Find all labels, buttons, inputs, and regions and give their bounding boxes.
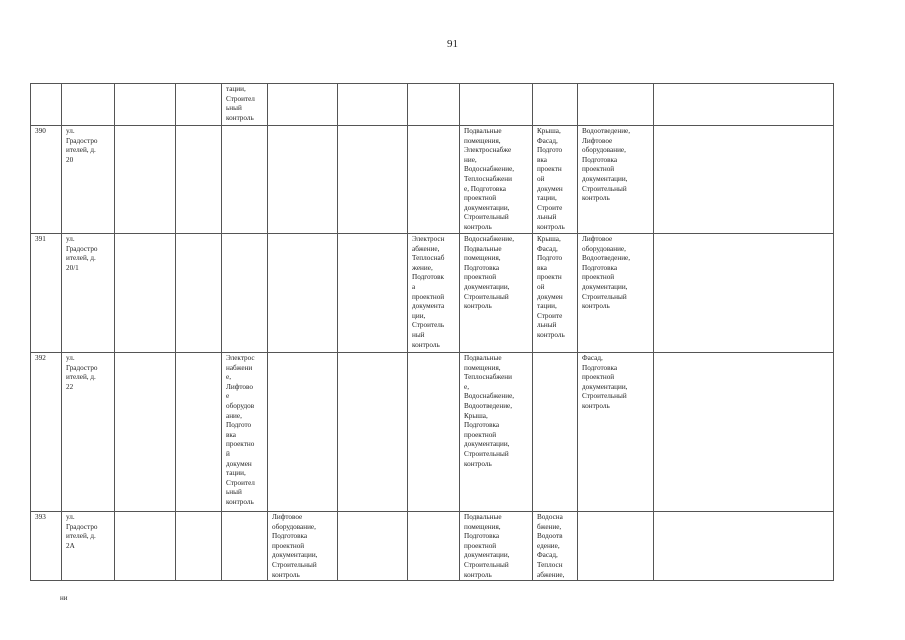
table-cell (654, 512, 834, 581)
table-cell (115, 84, 176, 126)
table-cell (654, 234, 834, 353)
table-cell (654, 126, 834, 234)
table-row (31, 84, 834, 126)
table-cell (176, 84, 222, 126)
table-cell: Подвальные помещения, Теплоснабжени е, Водоснабжение, Водоотведение, Крыша, Подготовка проектной документации, Строительный контроль (460, 353, 533, 512)
table-cell (338, 126, 408, 234)
table-cell (338, 353, 408, 512)
table-cell (268, 84, 338, 126)
repair-schedule-table (30, 83, 834, 581)
address-cell: ул. Градостро ителей, д. 2А (62, 512, 115, 581)
table-row (31, 353, 834, 512)
table-cell: тации, Строител ьный контроль (222, 84, 268, 126)
table-cell (460, 84, 533, 126)
row-number-cell: 390 (31, 126, 62, 234)
table-cell: Лифтовое оборудование, Водоотведение, Подготовка проектной документации, Строительный контроль (578, 234, 654, 353)
table-row (31, 234, 834, 353)
table-cell (338, 84, 408, 126)
table-cell: Водоснабжение, Подвальные помещения, Подготовка проектной документации, Строительный контроль (460, 234, 533, 353)
table-cell (338, 234, 408, 353)
table-cell (268, 353, 338, 512)
table-row (31, 126, 834, 234)
table-cell (533, 84, 578, 126)
table-cell (115, 512, 176, 581)
table-cell (268, 234, 338, 353)
address-cell: ул. Градостро ителей, д. 22 (62, 353, 115, 512)
table-cell (533, 353, 578, 512)
table-cell (408, 353, 460, 512)
table-cell: Водоотведение, Лифтовое оборудование, Подготовка проектной документации, Строительный контроль (578, 126, 654, 234)
table-cell (115, 353, 176, 512)
table-cell (654, 353, 834, 512)
table-cell (176, 512, 222, 581)
table-cell: Фасад, Подготовка проектной документации, Строительный контроль (578, 353, 654, 512)
row-number-cell: 393 (31, 512, 62, 581)
table-cell: Электрос набжени е, Лифтово е оборудов ание, Подгото вка проектно й докумен тации, Строител ьный контроль (222, 353, 268, 512)
table-cell: Лифтовое оборудование, Подготовка проектной документации, Строительный контроль (268, 512, 338, 581)
table-cell: Подвальные помещения, Электроснабже ние, Водоснабжение, Теплоснабжени е, Подготовка проектной документации, Строительный контроль (460, 126, 533, 234)
table-cell (408, 512, 460, 581)
table-cell (176, 126, 222, 234)
table-cell (654, 84, 834, 126)
table-cell (176, 234, 222, 353)
table-row (31, 512, 834, 581)
table-cell (222, 512, 268, 581)
footer-mark: ни (60, 594, 68, 602)
table-cell: Крыша, Фасад, Подгото вка проектн ой докумен тации, Строите льный контроль (533, 234, 578, 353)
row-number-cell: 391 (31, 234, 62, 353)
table-cell (408, 84, 460, 126)
row-number-cell: 392 (31, 353, 62, 512)
address-cell: ул. Градостро ителей, д. 20 (62, 126, 115, 234)
table-cell (578, 512, 654, 581)
table-cell (408, 126, 460, 234)
address-cell: ул. Градостро ителей, д. 20/1 (62, 234, 115, 353)
table-cell (222, 234, 268, 353)
table-cell (222, 126, 268, 234)
table-cell (115, 126, 176, 234)
table-cell: Крыша, Фасад, Подгото вка проектн ой докумен тации, Строите льный контроль (533, 126, 578, 234)
table-cell (115, 234, 176, 353)
page-number: 91 (447, 38, 458, 50)
table-cell: Электросн абжение, Теплоснаб жение, Подготовк а проектной документа ции, Строитель ный контроль (408, 234, 460, 353)
table-cell (268, 126, 338, 234)
table-cell (578, 84, 654, 126)
table-cell: Водосна бжение, Водоотв едение, Фасад, Теплосн абжение, (533, 512, 578, 581)
table-cell (31, 84, 62, 126)
table-cell (176, 353, 222, 512)
table-cell (338, 512, 408, 581)
table-cell: Подвальные помещения, Подготовка проектной документации, Строительный контроль (460, 512, 533, 581)
table-cell (62, 84, 115, 126)
